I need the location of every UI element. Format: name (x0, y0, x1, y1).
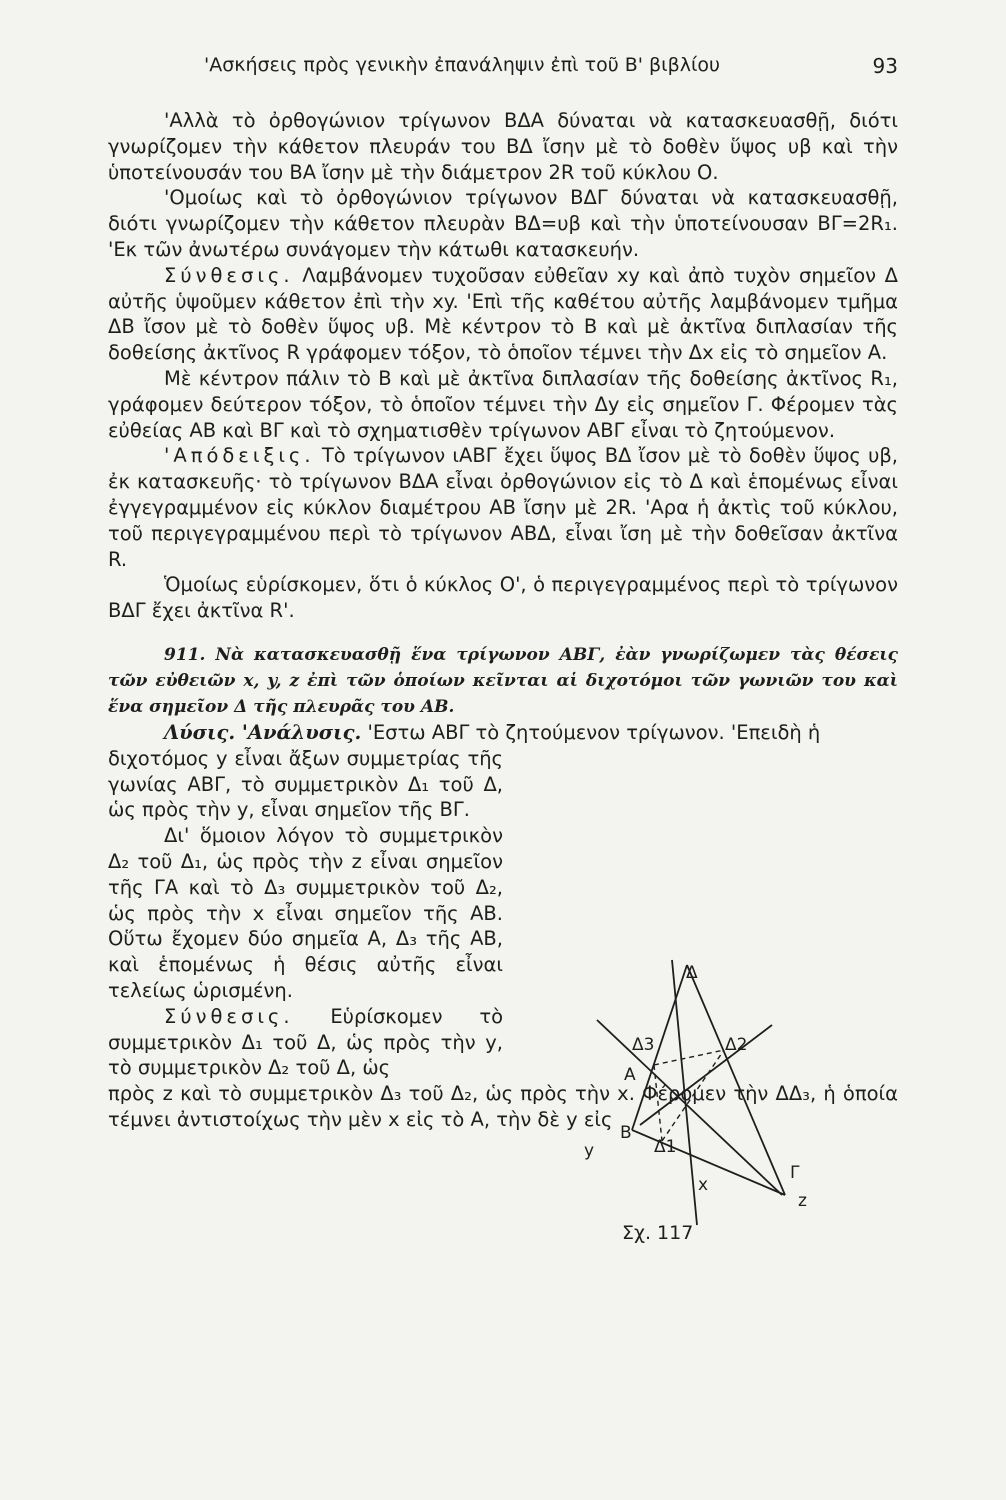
geometry-diagram (582, 930, 842, 1250)
section-label: 'Απόδειξις. (164, 444, 315, 468)
paragraph: Δι' ὅμοιον λόγον τὸ συμμετρικὸν Δ₂ τοῦ Δ₁, ὡς πρὸς τὴν z εἶναι σημεῖον τῆς ΓΑ καὶ τὸ Δ₃ συμμετρικὸν τοῦ Δ₂, ὡς πρὸς τὴν x εἶναι σημεῖον τῆς ΑΒ. Οὕτω ἔχομεν δύο σημεῖα Α, Δ₃ τῆς ΑΒ, καὶ ἑπομένως ἡ θέσις αὐτῆς εἶναι τελείως ὡρισμένη. (108, 824, 503, 1002)
paragraph (108, 263, 898, 366)
construction-dashed-line (654, 1050, 724, 1065)
paragraph: Ὁμοίως εὑρίσκομεν, ὅτι ὁ κύκλος Ο', ὁ περιγεγραμμένος περὶ τὸ τρίγωνον ΒΔΓ ἔχει ἀκτῖνα R'. (108, 573, 898, 623)
paragraph (108, 443, 898, 572)
label-B: Β (620, 1123, 632, 1143)
label-D2: Δ2 (725, 1035, 748, 1055)
construction-dashed-line (662, 1050, 724, 1141)
construction-dashed-line (654, 1065, 662, 1141)
paragraph: πρὸς z καὶ τὸ συμμετρικὸν Δ₃ τοῦ Δ₂, ὡς πρὸς τὴν x. Φέρομεν τὴν ΔΔ₃, ἡ ὁποία τέμνει ἀντιστοίχως τὴν μὲν x εἰς τὸ Α, τὴν δὲ y εἰς (108, 1082, 898, 1131)
label-D3: Δ3 (632, 1035, 655, 1055)
label-z: z (798, 1191, 807, 1211)
paragraph: 'Αλλὰ τὸ ὀρθογώνιον τρίγωνον ΒΔΑ δύναται νὰ κατασκευασθῇ, διότι γνωρίζομεν τὴν κάθετον πλευράν του ΒΔ ἴσην μὲ τὸ δοθὲν ὕψος υβ καὶ τὴν ὑποτείνουσάν του ΒΑ ἴσην μὲ τὴν διάμετρον 2R τοῦ κύκλου Ο. (108, 109, 898, 184)
label-A: Α (624, 1065, 636, 1085)
bisector-y-line (597, 1020, 782, 1195)
label-G: Γ (790, 1163, 800, 1183)
problem-statement: 911. Νὰ κατασκευασθῇ ἕνα τρίγωνον ΑΒΓ, ἐὰν γνωρίζωμεν τὰς θέσεις τῶν εὐθειῶν x, y, z ἐπὶ τῶν ὁποίων κεῖνται αἱ διχοτόμοι τῶν γωνιῶν του καὶ ἕνα σημεῖον Δ τῆς πλευρᾶς του ΑΒ. (108, 644, 898, 717)
paragraph-text: 'Εστω ΑΒΓ τὸ ζητούμενον τρίγωνον. 'Επειδὴ ἡ (367, 720, 821, 744)
paragraph (108, 720, 898, 746)
label-D: Δ (686, 963, 698, 983)
bisector-z-line (640, 1025, 772, 1125)
paragraph: 'Ομοίως καὶ τὸ ὀρθογώνιον τρίγωνον ΒΔΓ δύναται νὰ κατασκευασθῇ, διότι γνωρίζομεν τὴν κάθετον πλευρὰν ΒΔ=υβ καὶ τὴν ὑποτείνουσαν ΒΓ=2R₁. 'Εκ τῶν ἀνωτέρω συνάγομεν τὴν κάτωθι κατασκευήν. (108, 186, 898, 261)
page-number: 93 (872, 54, 898, 78)
label-D1: Δ1 (654, 1137, 677, 1157)
running-title: 'Ασκήσεις πρὸς γενικὴν ἐπανάληψιν ἐπὶ τοῦ Β' βιβλίου (204, 54, 721, 76)
paragraph: Μὲ κέντρον πάλιν τὸ Β καὶ μὲ ἀκτῖνα διπλασίαν τῆς δοθείσης ἀκτῖνος R₁, γράφομεν δεύτερον τόξον, τὸ ὁποῖον τέμνει τὴν Δy εἰς σημεῖον Γ. Φέρομεν τὰς εὐθείας ΑΒ καὶ ΒΓ καὶ τὸ σχηματισθὲν τρίγωνον ΑΒΓ εἶναι τὸ ζητούμενον. (108, 366, 898, 442)
paragraph-text: Εὑρίσκομεν τὸ συμμετρικὸν Δ₁ τοῦ Δ, ὡς πρὸς τὴν y, τὸ συμμετρικὸν Δ₂ τοῦ Δ, ὡς (108, 1004, 503, 1080)
section-label: Σύνθεσις. (164, 1004, 294, 1028)
page-header (108, 54, 898, 84)
figure-117 (582, 930, 842, 1250)
paragraph: διχοτόμος y εἶναι ἄξων συμμετρίας τῆς γωνίας ΑΒΓ, τὸ συμμετρικὸν Δ₁ τοῦ Δ, ὡς πρὸς τὴν y, εἶναι σημεῖον τῆς ΒΓ. (108, 746, 503, 822)
paragraph-text: Τὸ τρίγωνον ιΑΒΓ ἔχει ὕψος ΒΔ ἴσον μὲ τὸ δοθὲν ὕψος υβ, ἐκ κατασκευῆς· τὸ τρίγωνον ΒΔΑ εἶναι ὀρθογώνιον εἰς τὸ Δ καὶ ἑπομένως εἶναι ἐγγεγραμμένον εἰς κύκλον διαμέτρου ΑΒ ἴσην μὲ 2R. 'Αρα ἡ ἀκτὶς τοῦ κύκλου, τοῦ περιγεγραμμένου περὶ τὸ τρίγωνον ΑΒΔ, εἶναι ἴση μὲ τὴν δοθεῖσαν ἀκτῖνα R. (108, 444, 898, 571)
figure-caption: Σχ. 117 (622, 1222, 694, 1244)
paragraph (108, 1004, 503, 1081)
label-y: y (584, 1141, 595, 1161)
paragraph-text: Λαμβάνομεν τυχοῦσαν εὐθεῖαν xy καὶ ἀπὸ τυχὸν σημεῖον Δ αὐτῆς ὑψοῦμεν κάθετον ἐπὶ τὴν xy. 'Επὶ τῆς καθέτου αὐτῆς λαμβάνομεν τμῆμα ΔΒ ἴσον μὲ τὸ δοθὲν ὕψος υβ. Μὲ κέντρον τὸ Β καὶ μὲ ἀκτῖνα διπλασίαν τῆς δοθείσης ἀκτῖνος R γράφομεν τόξον, τὸ ὁποῖον τέμνει τὴν Δx εἰς τὸ σημεῖον Α. (108, 263, 899, 365)
section-label: Σύνθεσις. (164, 263, 294, 287)
label-x: x (698, 1175, 709, 1195)
section-label: Λύσις. 'Ανάλυσις. (164, 720, 362, 744)
